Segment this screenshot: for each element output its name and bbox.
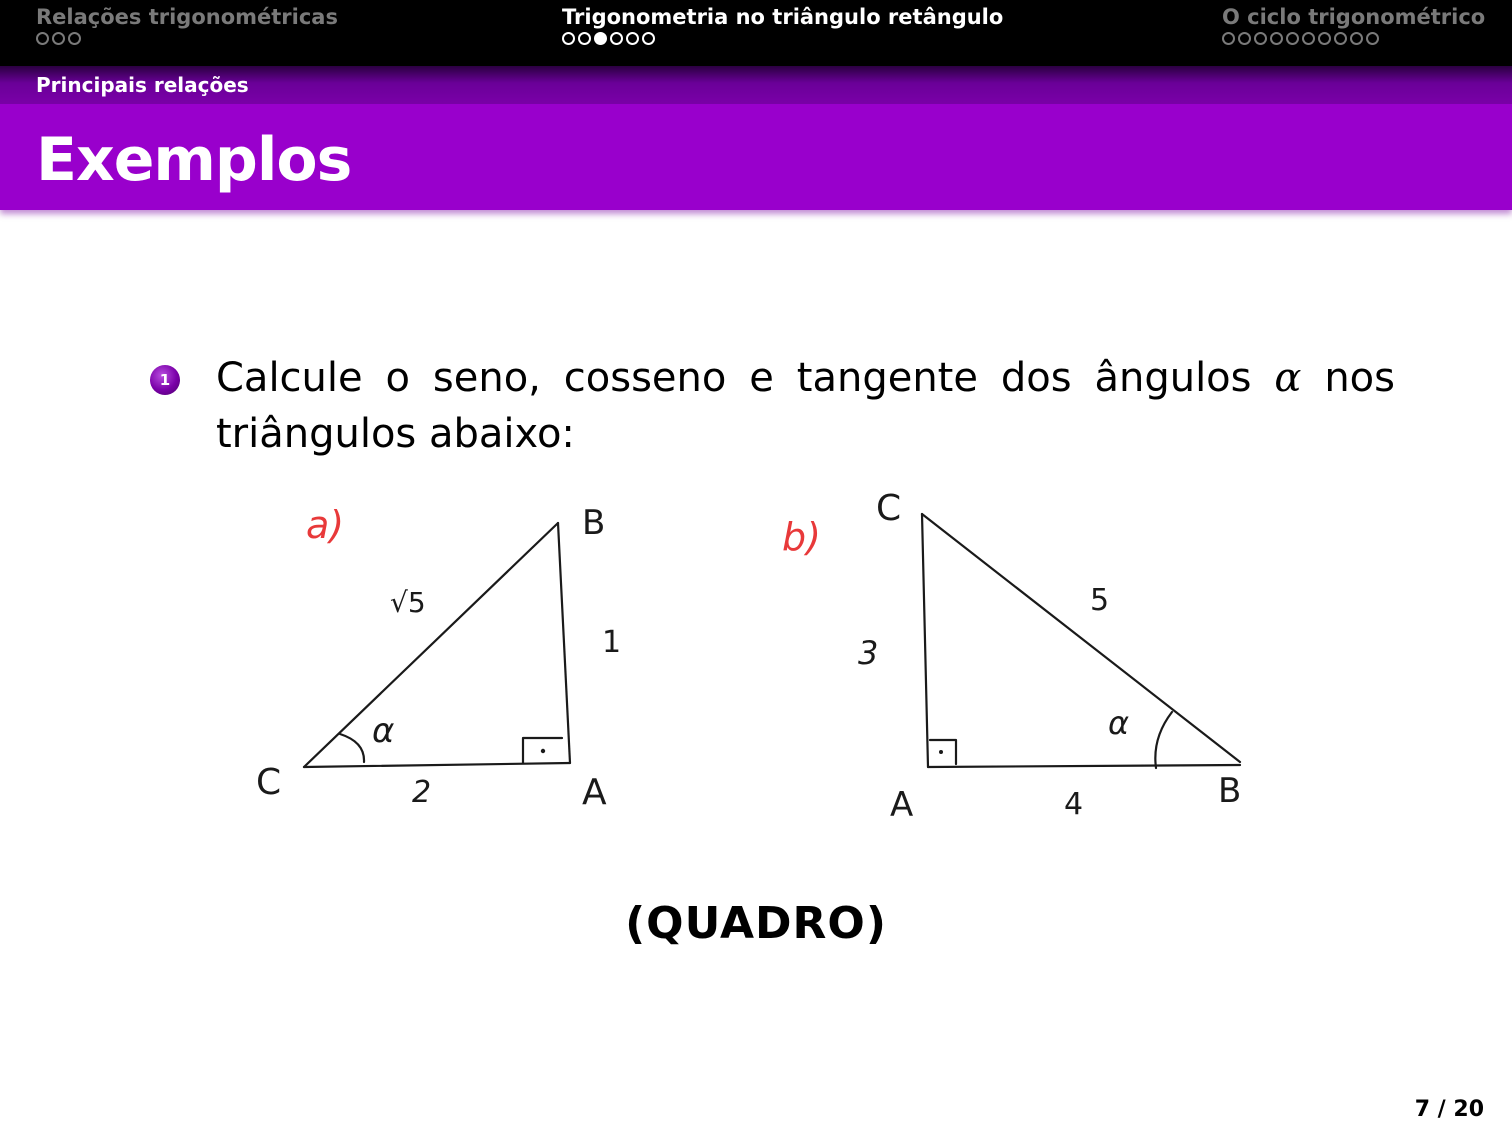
nav-slide-dots — [1222, 32, 1485, 48]
slide-dot[interactable] — [1302, 32, 1315, 45]
triangle-b-vertex-b: B — [1218, 771, 1242, 811]
triangle-a-vertex-c: C — [256, 762, 282, 803]
slide-dot[interactable] — [1238, 32, 1251, 45]
slide-dot[interactable] — [626, 32, 639, 45]
nav-section-title: Trigonometria no triângulo retângulo — [562, 5, 1004, 29]
triangle-b-vertical-leg-label: 3 — [858, 634, 879, 672]
triangle-b-angle-label: α — [1108, 704, 1130, 742]
nav-section-title: O ciclo trigonométrico — [1222, 5, 1486, 29]
triangle-b-vertex-a: A — [890, 785, 914, 825]
slide-dot[interactable] — [578, 32, 591, 45]
triangle-a-angle-label: α — [372, 711, 395, 751]
exercise-text-end: nos triângulos abaixo: — [216, 355, 1395, 457]
triangles-figure — [240, 480, 1280, 840]
nav-slide-dots — [562, 32, 1003, 48]
exercise-text-start: Calcule o seno, cosseno e tangente dos ângulos — [216, 355, 1275, 401]
slide-dot[interactable] — [562, 32, 575, 45]
slide-dot[interactable] — [1222, 32, 1235, 45]
triangle-a-horizontal-leg — [304, 763, 570, 767]
nav-section-title: Relações trigonométricas — [36, 5, 338, 29]
nav-section-ciclo[interactable] — [1222, 4, 1485, 48]
slide-dot[interactable] — [36, 32, 49, 45]
figure-b-label: b) — [782, 515, 821, 559]
section-navigation-bar — [0, 0, 1512, 66]
triangle-b-horizontal-leg — [928, 765, 1240, 767]
triangle-a-right-angle-dot — [541, 749, 545, 753]
slide-dot[interactable] — [52, 32, 65, 45]
triangle-a-vertex-b: B — [582, 503, 606, 543]
frame-title-bar — [0, 104, 1512, 210]
triangle-a-vertical-leg — [558, 523, 570, 763]
triangle-b-hypotenuse-label: 5 — [1090, 583, 1110, 618]
slide-dot[interactable] — [1270, 32, 1283, 45]
slide-dot-current[interactable] — [594, 32, 607, 45]
alpha-symbol: α — [1274, 355, 1302, 401]
triangle-a-hypotenuse — [304, 523, 558, 767]
triangle-b-vertex-c: C — [876, 488, 902, 529]
triangle-b-vertical-leg — [922, 514, 928, 767]
triangle-b-right-angle-dot — [939, 750, 943, 754]
triangle-a-angle-arc — [340, 734, 364, 762]
exercise-statement — [216, 350, 1395, 462]
item-number-ball: 1 — [150, 365, 180, 395]
frame-title: Exemplos — [36, 125, 352, 195]
page-number: 7 / 20 — [1414, 1097, 1484, 1122]
triangle-a-hypotenuse-label: √5 — [390, 586, 426, 619]
nav-section-trigonometria[interactable] — [562, 4, 1003, 48]
triangle-a-vertical-leg-label: 1 — [602, 625, 622, 660]
slide-dot[interactable] — [1366, 32, 1379, 45]
subsection-title[interactable]: Principais relações — [36, 73, 249, 97]
slide-dot[interactable] — [1334, 32, 1347, 45]
triangle-b-horizontal-leg-label: 4 — [1064, 787, 1084, 822]
nav-section-relacoes[interactable] — [36, 4, 338, 48]
slide-dot[interactable] — [642, 32, 655, 45]
exercise-item — [150, 350, 1395, 462]
board-note: (QUADRO) — [625, 898, 887, 949]
slide-dot[interactable] — [1350, 32, 1363, 45]
slide-dot[interactable] — [68, 32, 81, 45]
triangle-b-hypotenuse — [922, 514, 1240, 762]
nav-slide-dots — [36, 32, 338, 48]
triangle-a-horizontal-leg-label: 2 — [412, 775, 432, 810]
slide-dot[interactable] — [1254, 32, 1267, 45]
slide-dot[interactable] — [1286, 32, 1299, 45]
figure-a-label: a) — [306, 503, 345, 547]
triangle-a-vertex-a: A — [582, 772, 607, 813]
slide-dot[interactable] — [610, 32, 623, 45]
subsection-bar — [0, 66, 1512, 104]
slide-dot[interactable] — [1318, 32, 1331, 45]
triangle-b-angle-arc — [1155, 712, 1172, 768]
